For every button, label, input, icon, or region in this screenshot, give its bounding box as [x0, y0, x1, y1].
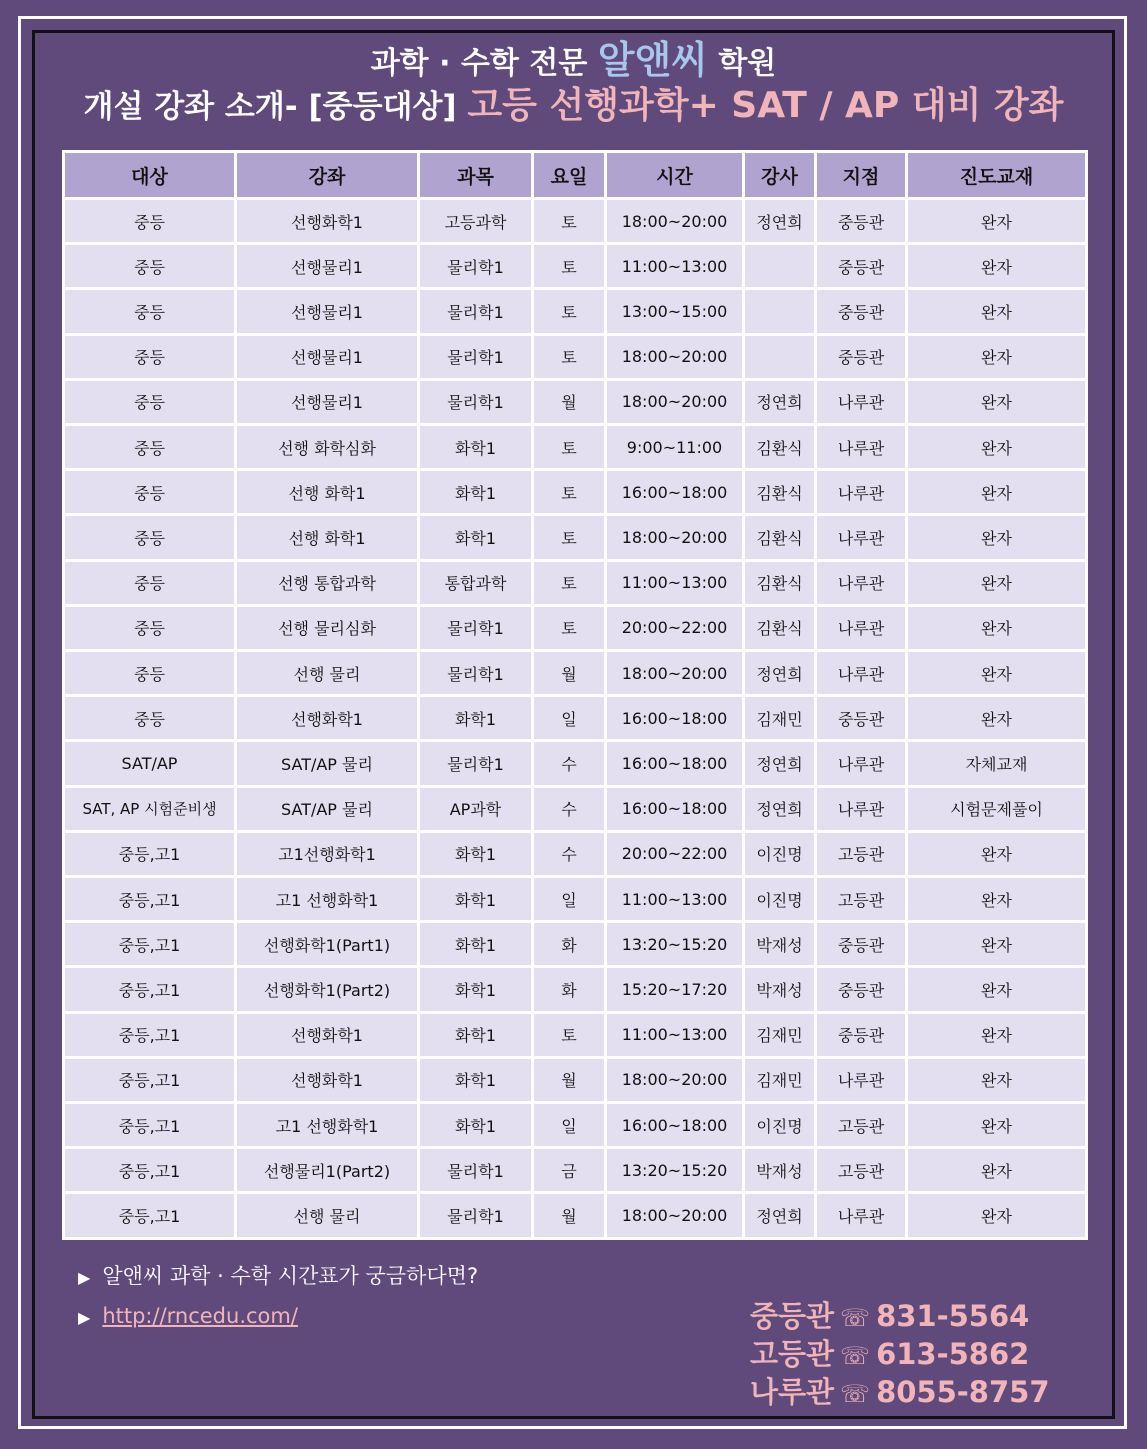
table-cell: 정연희: [744, 651, 816, 696]
table-cell: 토: [533, 470, 606, 515]
timetable-prompt: [78, 1260, 478, 1290]
table-cell: 나루관: [816, 425, 907, 470]
table-row: [64, 1057, 1087, 1102]
branch-name: 고등관: [750, 1337, 835, 1371]
table-cell: 김재민: [744, 1012, 816, 1057]
table-cell: 중등,고1: [64, 877, 236, 922]
column-header: 시간: [606, 152, 744, 199]
phone-number[interactable]: 8055-8757: [876, 1375, 1050, 1409]
table-cell: 화: [533, 967, 606, 1012]
table-cell: 선행물리1: [236, 334, 419, 379]
table-row: [64, 741, 1087, 786]
table-cell: 화학1: [419, 515, 533, 560]
table-cell: 박재성: [744, 967, 816, 1012]
table-cell: SAT/AP: [64, 741, 236, 786]
table-cell: 11:00~13:00: [606, 877, 744, 922]
table-cell: 13:00~15:00: [606, 289, 744, 334]
subtitle-accent: 고등 선행과학+ SAT / AP 대비 강좌: [467, 85, 1064, 126]
table-row: [64, 831, 1087, 876]
table-cell: 박재성: [744, 1148, 816, 1193]
table-row: [64, 696, 1087, 741]
table-cell: 완자: [907, 1103, 1087, 1148]
table-cell: 시험문제풀이: [907, 786, 1087, 831]
table-cell: 토: [533, 244, 606, 289]
table-cell: 완자: [907, 1193, 1087, 1239]
table-cell: 18:00~20:00: [606, 1057, 744, 1102]
table-cell: 완자: [907, 967, 1087, 1012]
table-cell: 16:00~18:00: [606, 741, 744, 786]
column-header: 과목: [419, 152, 533, 199]
table-cell: 20:00~22:00: [606, 831, 744, 876]
table-cell: 16:00~18:00: [606, 1103, 744, 1148]
table-cell: 16:00~18:00: [606, 470, 744, 515]
phone-number[interactable]: 831-5564: [876, 1299, 1030, 1333]
table-cell: 토: [533, 334, 606, 379]
table-cell: 중등,고1: [64, 831, 236, 876]
table-cell: 정연희: [744, 379, 816, 424]
table-row: [64, 605, 1087, 650]
table-cell: 화학1: [419, 425, 533, 470]
table-cell: 선행물리1: [236, 379, 419, 424]
table-cell: 완자: [907, 289, 1087, 334]
table-cell: 일: [533, 696, 606, 741]
branch-name: 중등관: [750, 1299, 835, 1333]
table-cell: 물리학1: [419, 1148, 533, 1193]
table-cell: 토: [533, 515, 606, 560]
table-cell: [744, 289, 816, 334]
table-cell: 화학1: [419, 470, 533, 515]
table-cell: 13:20~15:20: [606, 922, 744, 967]
telephone-icon: ☏: [840, 1380, 871, 1408]
table-cell: 정연희: [744, 741, 816, 786]
table-row: [64, 289, 1087, 334]
table-cell: 수: [533, 786, 606, 831]
table-cell: 선행 화학심화: [236, 425, 419, 470]
table-cell: 화학1: [419, 1057, 533, 1102]
table-cell: 물리학1: [419, 379, 533, 424]
table-cell: 월: [533, 1057, 606, 1102]
table-cell: 중등: [64, 379, 236, 424]
table-cell: 물리학1: [419, 1193, 533, 1239]
table-cell: 김환식: [744, 425, 816, 470]
table-cell: 중등관: [816, 334, 907, 379]
table-cell: 토: [533, 425, 606, 470]
table-cell: SAT, AP 시험준비생: [64, 786, 236, 831]
table-cell: 화: [533, 922, 606, 967]
table-cell: 박재성: [744, 922, 816, 967]
table-cell: 토: [533, 560, 606, 605]
table-cell: 완자: [907, 831, 1087, 876]
table-cell: 20:00~22:00: [606, 605, 744, 650]
table-cell: 나루관: [816, 515, 907, 560]
table-cell: 김재민: [744, 1057, 816, 1102]
table-cell: 18:00~20:00: [606, 334, 744, 379]
table-cell: 중등,고1: [64, 1193, 236, 1239]
column-header: 요일: [533, 152, 606, 199]
table-cell: 11:00~13:00: [606, 560, 744, 605]
table-cell: 토: [533, 1012, 606, 1057]
table-cell: 중등: [64, 425, 236, 470]
page-title: [0, 38, 1147, 86]
table-cell: 물리학1: [419, 605, 533, 650]
table-cell: 선행화학1: [236, 1057, 419, 1102]
website-line: [78, 1304, 298, 1328]
table-cell: 선행화학1: [236, 199, 419, 244]
table-cell: 정연희: [744, 786, 816, 831]
table-cell: 김환식: [744, 605, 816, 650]
table-cell: 고1 선행화학1: [236, 1103, 419, 1148]
table-cell: 중등,고1: [64, 1057, 236, 1102]
table-cell: 토: [533, 605, 606, 650]
table-cell: 이진명: [744, 831, 816, 876]
table-cell: 화학1: [419, 922, 533, 967]
table-cell: 중등,고1: [64, 922, 236, 967]
table-cell: 완자: [907, 605, 1087, 650]
table-cell: 16:00~18:00: [606, 696, 744, 741]
branch-name: 나루관: [750, 1375, 835, 1409]
table-cell: 선행화학1(Part2): [236, 967, 419, 1012]
table-cell: 선행 물리: [236, 651, 419, 696]
table-cell: 9:00~11:00: [606, 425, 744, 470]
table-cell: 물리학1: [419, 289, 533, 334]
table-cell: 중등관: [816, 199, 907, 244]
phone-number[interactable]: 613-5862: [876, 1337, 1030, 1371]
subtitle-prefix: 개설 강좌 소개- [중등대상]: [83, 89, 457, 125]
table-cell: 중등관: [816, 1012, 907, 1057]
column-header: 강사: [744, 152, 816, 199]
table-cell: 물리학1: [419, 741, 533, 786]
table-cell: 완자: [907, 470, 1087, 515]
table-cell: 나루관: [816, 651, 907, 696]
table-cell: 중등,고1: [64, 1103, 236, 1148]
table-cell: 완자: [907, 334, 1087, 379]
table-cell: 이진명: [744, 1103, 816, 1148]
table-cell: 11:00~13:00: [606, 244, 744, 289]
table-row: [64, 425, 1087, 470]
table-cell: 선행 물리: [236, 1193, 419, 1239]
table-row: [64, 1193, 1087, 1239]
table-cell: 월: [533, 1193, 606, 1239]
column-header: 대상: [64, 152, 236, 199]
table-cell: 자체교재: [907, 741, 1087, 786]
table-cell: 중등: [64, 560, 236, 605]
table-cell: 화학1: [419, 1012, 533, 1057]
table-row: [64, 651, 1087, 696]
table-cell: 토: [533, 199, 606, 244]
website-link[interactable]: http://rncedu.com/: [102, 1304, 298, 1328]
table-cell: 18:00~20:00: [606, 199, 744, 244]
brand-name: 알앤씨: [597, 38, 708, 82]
table-cell: SAT/AP 물리: [236, 741, 419, 786]
triangle-right-icon: ▶: [78, 1268, 91, 1287]
table-row: [64, 1148, 1087, 1193]
table-cell: 중등: [64, 334, 236, 379]
telephone-icon: ☏: [840, 1342, 871, 1370]
table-cell: 선행물리1: [236, 244, 419, 289]
table-cell: 수: [533, 741, 606, 786]
table-cell: 완자: [907, 1057, 1087, 1102]
table-cell: 나루관: [816, 1193, 907, 1239]
table-cell: 정연희: [744, 1193, 816, 1239]
table-cell: 중등: [64, 515, 236, 560]
table-cell: 완자: [907, 199, 1087, 244]
table-cell: 김환식: [744, 470, 816, 515]
table-cell: 김재민: [744, 696, 816, 741]
table-row: [64, 379, 1087, 424]
table-cell: 일: [533, 1103, 606, 1148]
table-cell: 완자: [907, 651, 1087, 696]
table-cell: 화학1: [419, 967, 533, 1012]
timetable-prompt-text: 알앤씨 과학 · 수학 시간표가 궁금하다면?: [102, 1264, 479, 1288]
table-cell: 완자: [907, 244, 1087, 289]
table-row: [64, 244, 1087, 289]
page-subtitle: [0, 84, 1147, 129]
table-cell: 선행화학1: [236, 1012, 419, 1057]
table-cell: 13:20~15:20: [606, 1148, 744, 1193]
table-cell: 고등관: [816, 831, 907, 876]
table-cell: [744, 334, 816, 379]
column-header: 지점: [816, 152, 907, 199]
table-cell: 나루관: [816, 1057, 907, 1102]
table-cell: 16:00~18:00: [606, 786, 744, 831]
table-cell: 김환식: [744, 560, 816, 605]
table-cell: 완자: [907, 515, 1087, 560]
table-cell: 중등: [64, 244, 236, 289]
table-cell: 중등,고1: [64, 967, 236, 1012]
table-cell: 선행화학1(Part1): [236, 922, 419, 967]
table-cell: 물리학1: [419, 244, 533, 289]
table-cell: 중등: [64, 289, 236, 334]
table-cell: 화학1: [419, 696, 533, 741]
table-cell: 완자: [907, 1012, 1087, 1057]
table-cell: 중등: [64, 199, 236, 244]
table-row: [64, 786, 1087, 831]
table-cell: 일: [533, 877, 606, 922]
table-cell: 고1 선행화학1: [236, 877, 419, 922]
table-cell: 선행물리1: [236, 289, 419, 334]
table-cell: 나루관: [816, 605, 907, 650]
table-cell: 통합과학: [419, 560, 533, 605]
table-row: [64, 1103, 1087, 1148]
table-cell: 수: [533, 831, 606, 876]
table-cell: 완자: [907, 922, 1087, 967]
table-cell: 고등관: [816, 1103, 907, 1148]
table-cell: 완자: [907, 425, 1087, 470]
table-cell: 화학1: [419, 1103, 533, 1148]
table-cell: 완자: [907, 1148, 1087, 1193]
table-cell: 선행화학1: [236, 696, 419, 741]
table-header-row: [64, 152, 1087, 199]
table-cell: 중등관: [816, 967, 907, 1012]
table-cell: 중등: [64, 605, 236, 650]
table-cell: 김환식: [744, 515, 816, 560]
table-cell: 고등관: [816, 1148, 907, 1193]
table-cell: 18:00~20:00: [606, 515, 744, 560]
table-cell: 고등관: [816, 877, 907, 922]
phone-row-middle: [750, 1298, 1050, 1336]
triangle-right-icon: ▶: [78, 1308, 91, 1327]
title-prefix: 과학 · 수학 전문: [370, 46, 588, 81]
table-cell: 중등관: [816, 696, 907, 741]
table-cell: 물리학1: [419, 334, 533, 379]
table-cell: 월: [533, 379, 606, 424]
table-row: [64, 1012, 1087, 1057]
phone-row-naru: [750, 1374, 1050, 1412]
table-cell: 선행 화학1: [236, 470, 419, 515]
table-row: [64, 334, 1087, 379]
table-cell: 완자: [907, 696, 1087, 741]
table-cell: 18:00~20:00: [606, 379, 744, 424]
table-cell: 완자: [907, 560, 1087, 605]
table-row: [64, 877, 1087, 922]
phone-list: [750, 1298, 1050, 1412]
table-cell: 중등: [64, 470, 236, 515]
column-header: 강좌: [236, 152, 419, 199]
phone-row-high: [750, 1336, 1050, 1374]
table-cell: 선행 화학1: [236, 515, 419, 560]
column-header: 진도교재: [907, 152, 1087, 199]
table-cell: 이진명: [744, 877, 816, 922]
table-cell: 중등관: [816, 922, 907, 967]
table-cell: 11:00~13:00: [606, 1012, 744, 1057]
table-cell: 중등: [64, 651, 236, 696]
telephone-icon: ☏: [840, 1304, 871, 1332]
table-cell: 나루관: [816, 786, 907, 831]
table-row: [64, 967, 1087, 1012]
table-cell: 중등관: [816, 289, 907, 334]
table-cell: 중등: [64, 696, 236, 741]
table-cell: 나루관: [816, 470, 907, 515]
table-cell: 완자: [907, 379, 1087, 424]
table-row: [64, 515, 1087, 560]
table-cell: 정연희: [744, 199, 816, 244]
table-row: [64, 470, 1087, 515]
table-cell: 고1선행화학1: [236, 831, 419, 876]
table-cell: 나루관: [816, 741, 907, 786]
table-cell: 금: [533, 1148, 606, 1193]
table-cell: 고등과학: [419, 199, 533, 244]
table-cell: [744, 244, 816, 289]
table-cell: 나루관: [816, 560, 907, 605]
table-row: [64, 922, 1087, 967]
table-cell: 15:20~17:20: [606, 967, 744, 1012]
table-cell: 화학1: [419, 877, 533, 922]
table-row: [64, 560, 1087, 605]
table-cell: 18:00~20:00: [606, 1193, 744, 1239]
table-cell: 토: [533, 289, 606, 334]
table-cell: 물리학1: [419, 651, 533, 696]
title-suffix: 학원: [718, 46, 777, 81]
table-cell: 선행물리1(Part2): [236, 1148, 419, 1193]
table-cell: 완자: [907, 877, 1087, 922]
table-cell: SAT/AP 물리: [236, 786, 419, 831]
table-cell: 중등,고1: [64, 1148, 236, 1193]
table-cell: 화학1: [419, 831, 533, 876]
table-cell: 나루관: [816, 379, 907, 424]
table-body: [64, 199, 1087, 1239]
table-cell: AP과학: [419, 786, 533, 831]
table-cell: 월: [533, 651, 606, 696]
table-cell: 중등관: [816, 244, 907, 289]
table-cell: 선행 통합과학: [236, 560, 419, 605]
table-cell: 중등,고1: [64, 1012, 236, 1057]
table-row: [64, 199, 1087, 244]
table-cell: 18:00~20:00: [606, 651, 744, 696]
course-schedule-table: [62, 150, 1088, 1240]
table-cell: 선행 물리심화: [236, 605, 419, 650]
